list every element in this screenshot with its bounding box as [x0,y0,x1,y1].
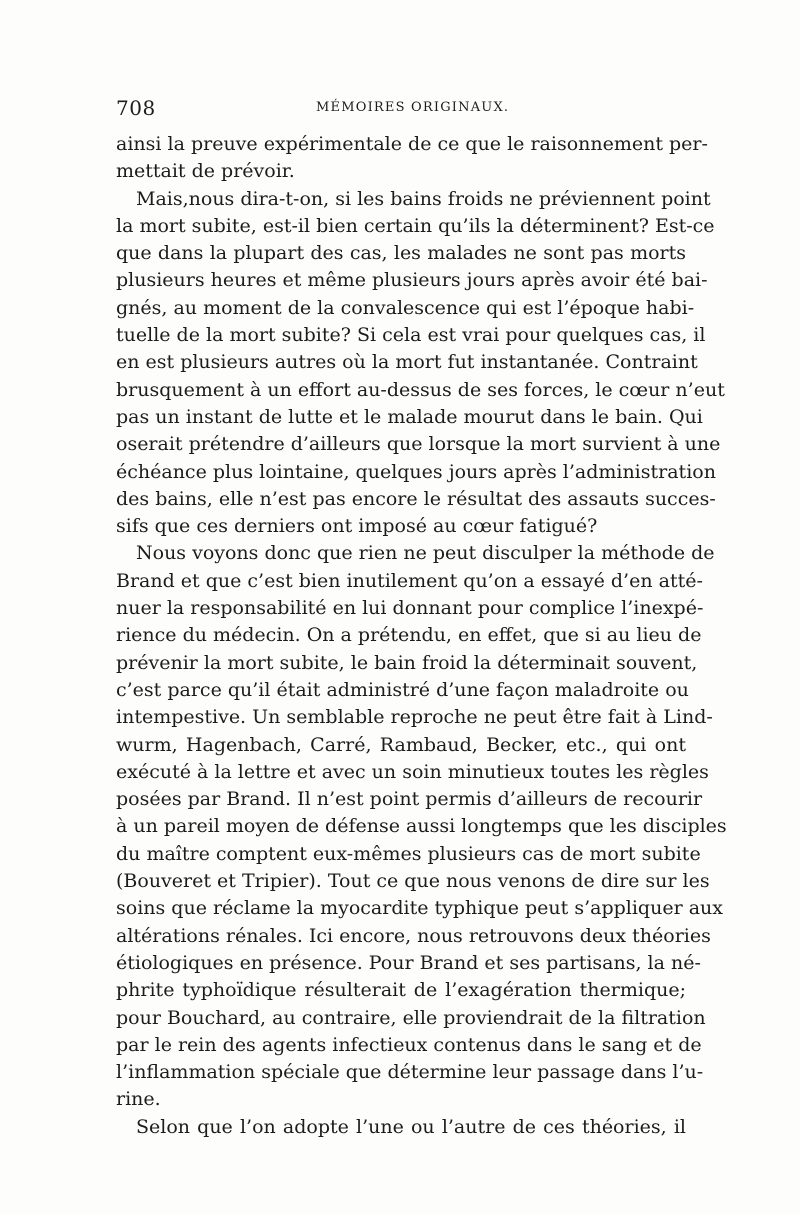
running-title: MÉMOIRES ORIGINAUX. [316,100,510,115]
text-line: wurm, Hagenbach, Carré, Rambaud, Becker, etc., qui ont [116,733,686,756]
text-line: oserait prétendre d’ailleurs que lorsque la mort survient à une [116,433,721,456]
text-line: c’est parce qu’il était administré d’une façon maladroite ou [116,678,689,701]
text-line: l’inflammation spéciale que détermine leur passage dans l’u- [116,1061,704,1084]
text-line: que dans la plupart des cas, les malades ne sont pas morts [116,242,686,265]
text-line: prévenir la mort subite, le bain froid la déterminait souvent, [116,651,698,674]
text-line: sifs que ces derniers ont imposé au cœur fatigué? [116,515,598,538]
text-line: en est plusieurs autres où la mort fut instantanée. Contraint [116,351,698,374]
text-line: posées par Brand. Il n’est point permis d’ailleurs de recourir [116,788,703,811]
text-line: du maître comptent eux-mêmes plusieurs cas de mort subite [116,842,701,865]
text-line: rience du médecin. On a prétendu, en effet, que si au lieu de [116,624,702,647]
text-line: à un pareil moyen de défense aussi longtemps que les disciples [116,815,727,838]
text-line: phrite typhoïdique résulterait de l’exagération thermique; [116,979,686,1002]
page-number: 708 [116,96,156,120]
text-line: pour Bouchard, au contraire, elle proviendrait de la filtration [116,1006,706,1029]
text-line: rine. [116,1088,161,1111]
text-line: altérations rénales. Ici encore, nous retrouvons deux théories [116,924,711,947]
text-line: exécuté à la lettre et avec un soin minutieux toutes les règles [116,760,709,783]
running-head [116,96,686,120]
text-line-paragraph-start: Selon que l’on adopte l’une ou l’autre de ces théories, il [136,1115,686,1138]
text-line: gnés, au moment de la convalescence qui est l’époque habi- [116,296,695,319]
text-line: ainsi la preuve expérimentale de ce que le raisonnement per- [116,133,708,155]
text-line: échéance plus lointaine, quelques jours après l’administration [116,460,716,483]
text-line: étiologiques en présence. Pour Brand et ses partisans, la né- [116,951,701,974]
text-line: tuelle de la mort subite? Si cela est vrai pour quelques cas, il [116,324,706,347]
text-line: pas un instant de lutte et le malade mourut dans le bain. Qui [116,405,703,428]
text-line-paragraph-start: Mais,nous dira-t-on, si les bains froids ne préviennent point [136,187,711,210]
text-line: mettait de prévoir. [116,160,295,183]
text-line-paragraph-start: Nous voyons donc que rien ne peut disculper la méthode de [136,542,715,565]
text-line: brusquement à un effort au-dessus de ses forces, le cœur n’eut [116,378,725,401]
text-line: plusieurs heures et même plusieurs jours après avoir été bai- [116,269,708,292]
text-line: par le rein des agents infectieux contenus dans le sang et de [116,1033,702,1056]
text-line: (Bouveret et Tripier). Tout ce que nous venons de dire sur les [116,870,710,893]
text-line: Brand et que c’est bien inutilement qu’on a essayé d’en atté- [116,569,703,592]
body-text [116,131,727,1141]
text-line: intempestive. Un semblable reproche ne peut être fait à Lind- [116,706,713,729]
text-line: nuer la responsabilité en lui donnant pour complice l’inexpé- [116,597,704,620]
text-line: soins que réclame la myocardite typhique peut s’appliquer aux [116,897,723,920]
text-line: des bains, elle n’est pas encore le résultat des assauts succes- [116,487,716,510]
text-line: la mort subite, est-il bien certain qu’ils la déterminent? Est-ce [116,214,715,237]
